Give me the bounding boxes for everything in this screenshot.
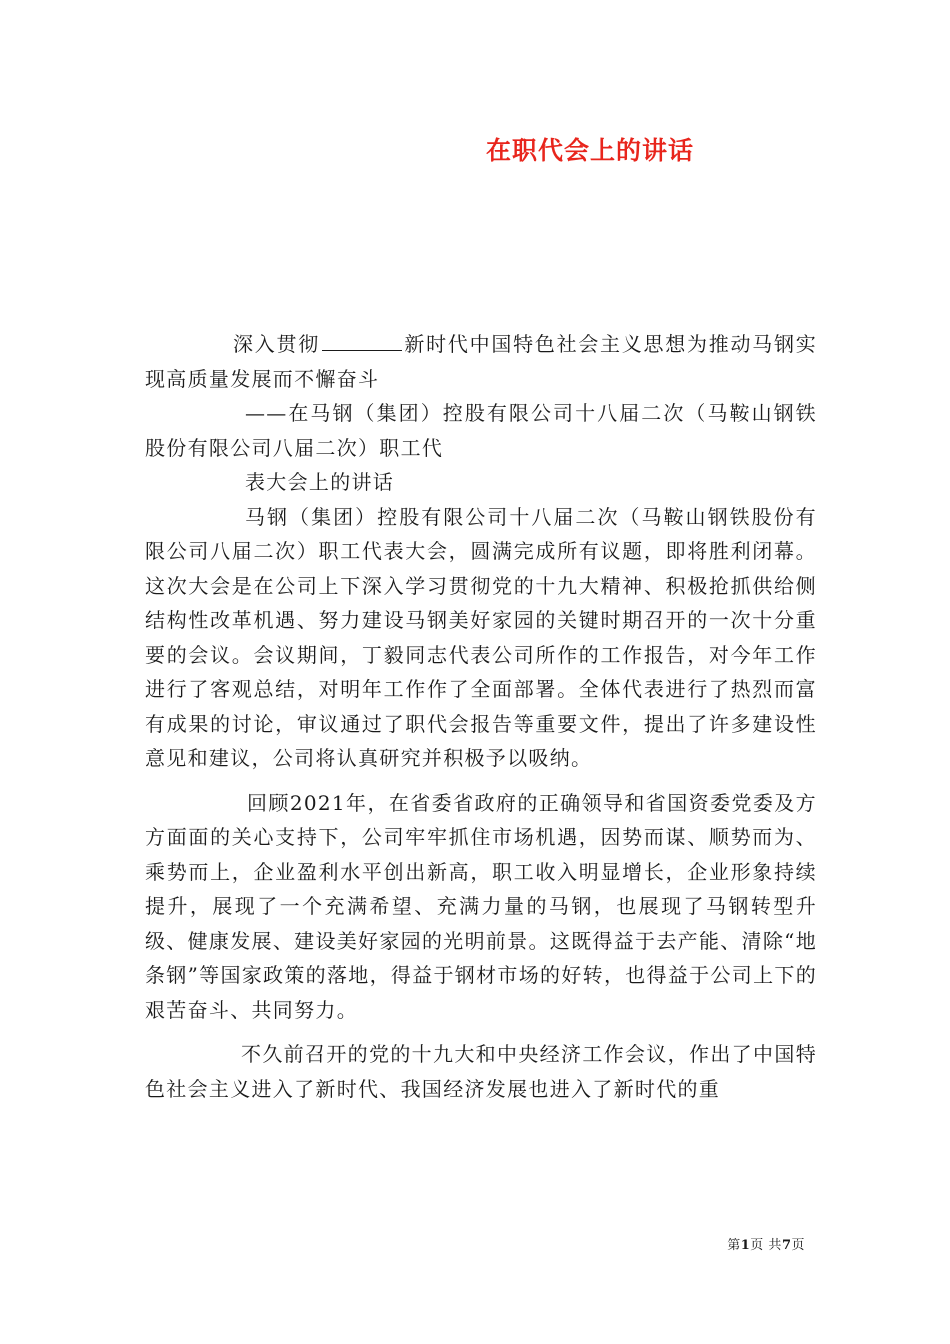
page-footer (727, 1234, 805, 1253)
document-title: 在职代会上的讲话 (485, 136, 694, 165)
footer-total-pages: 7 (781, 1238, 792, 1253)
footer-page-number: 1 (740, 1238, 751, 1253)
subtitle-line-2: 表大会上的讲话 (245, 470, 395, 494)
paragraph-2: 回顾2021年，在省委省政府的正确领导和省国资委党委及方方面面的关心支持下，公司牢牢抓住市场机遇，因势而谋、顺势而为、乘势而上，企业盈利水平创出新高，职工收入明显增长，企业形象持续提升，展现了一个充满希望、充满力量的马钢，也展现了马钢转型升级、健康发展、建设美好家园的光明前景。这既得益于去产能、清除“地条钢”等国家政策的落地，得益于钢材市场的好转，也得益于公司上下的艰苦奋斗、共同努力。 (145, 790, 817, 1022)
heading-part-2: 新时代中国特色社会主义思想为推动马钢实现高质量发展而不懈奋斗 (145, 332, 818, 391)
subtitle-line-1: ——在马钢（集团）控股有限公司十八届二次（马鞍山钢铁股份有限公司八届二次）职工代 (145, 401, 817, 460)
blank-underline (322, 328, 402, 351)
paragraph-3: 不久前召开的党的十九大和中央经济工作会议，作出了中国特色社会主义进入了新时代、我国经济发展也进入了新时代的重 (145, 1042, 817, 1101)
footer-prefix: 第 (727, 1238, 741, 1253)
heading-line (145, 327, 817, 396)
paragraph-1: 马钢（集团）控股有限公司十八届二次（马鞍山钢铁股份有限公司八届二次）职工代表大会，圆满完成所有议题，即将胜利闭幕。这次大会是在公司上下深入学习贯彻党的十九大精神、积极抢抓供给侧结构性改革机遇、努力建设马钢美好家园的关键时期召开的一次十分重要的会议。会议期间，丁毅同志代表公司所作的工作报告，对今年工作进行了客观总结，对明年工作作了全面部署。全体代表进行了热烈而富有成果的讨论，审议通过了职代会报告等重要文件，提出了许多建设性意见和建议，公司将认真研究并积极予以吸纳。 (145, 504, 817, 770)
footer-suffix: 页 (791, 1238, 805, 1253)
document-body (145, 327, 817, 1106)
footer-middle: 页 共 (750, 1238, 782, 1253)
heading-part-1: 深入贯彻 (233, 332, 320, 356)
